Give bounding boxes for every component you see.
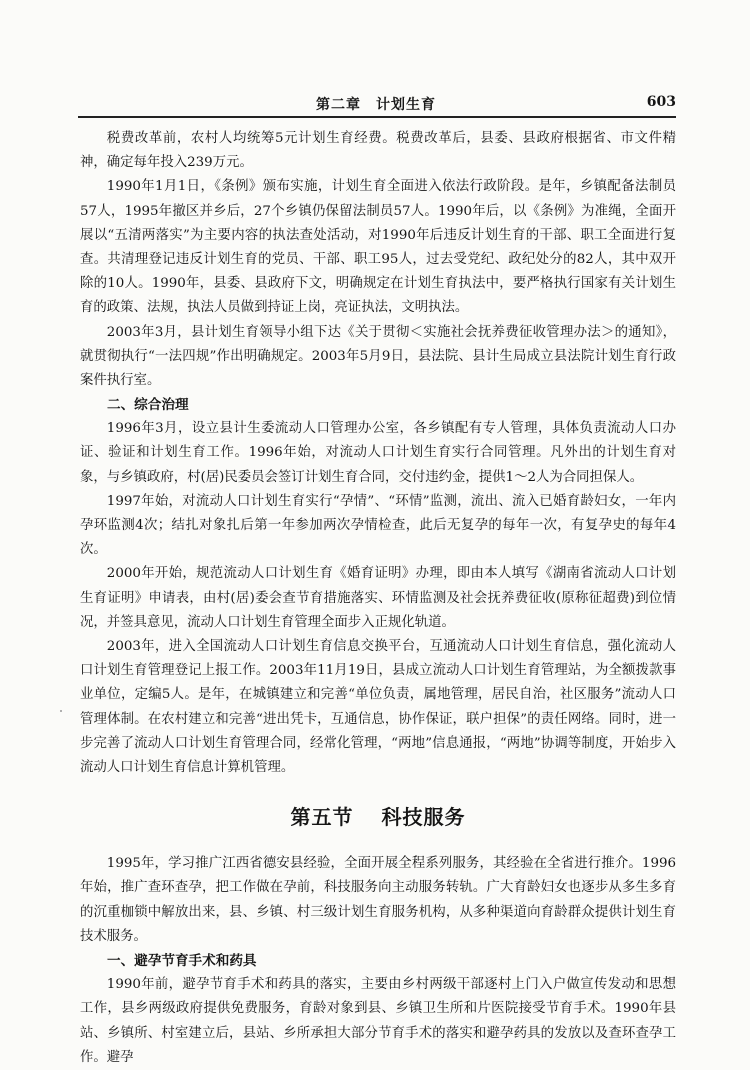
paragraph: 1997年始，对流动人口计划生育实行“孕情”、“环情”监测，流出、流入已婚育龄妇女，一年内孕环监测4次；结扎对象扎后第一年参加两次孕情检查，此后无复孕的每年一次，有复孕史的每年4次。 [80, 493, 676, 558]
paragraph: 1996年3月，设立县计生委流动人口管理办公室，各乡镇配有专人管理，具体负责流动人口办证、验证和计划生育工作。1996年始，对流动人口计划生育实行合同管理。凡外出的计划生育对象，与乡镇政府，村(居)民委员会签订计划生育合同，交付违约金，提供1～2人为合同担保人。 [80, 421, 676, 485]
chapter-title: 第二章 计划生育 [316, 97, 436, 113]
paragraph: 2003年，进入全国流动人口计划生育信息交换平台，互通流动人口计划生育信息，强化流动人口计划生育管理登记上报工作。2003年11月19日，县成立流动人口计划生育管理站，为全额拨款事业单位，定编5人。是年，在城镇建立和完善“单位负责，属地管理，居民自治，社区服务”流动人口管理体制。在农村建立和完善“进出凭卡，互通信息，协作保证，联户担保”的责任网络。同时，进一步完善了流动人口计划生育管理合同，经常化管理，“两地”信息通报，“两地”协调等制度，开始步入流动人口计划生育信息计算机管理。 [80, 639, 676, 776]
margin-dot [60, 710, 62, 712]
paragraph: 2000年开始，规范流动人口计划生育《婚育证明》办理，即由本人填写《湖南省流动人口计划生育证明》申请表，由村(居)委会查节育措施落实、环情监测及社会抚养费征收(原称征超费)到位情况，并签具意见，流动人口计划生育管理全面步入正规化轨道。 [80, 566, 676, 630]
section-title [80, 802, 676, 832]
paragraph: 1990年前，避孕节育手术和药具的落实，主要由乡村两级干部逐村上门入户做宣传发动和思想工作，县乡两级政府提供免费服务，育龄对象到县、乡镇卫生所和片医院接受节育手术。1990年县站、乡镇所、村室建立后，县站、乡所承担大部分节育手术的落实和避孕药具的发放以及查环查孕工作。避孕 [80, 977, 676, 1065]
paragraph: 1990年1月1日，《条例》颁布实施，计划生育全面进入依法行政阶段。是年，乡镇配备法制员57人，1995年撤区并乡后，27个乡镇仍保留法制员57人。1990年后，以《条例》为准绳，全面开展以“五清两落实”为主要内容的执法查处活动，对1990年后违反计划生育的干部、职工全面进行复查。共清理登记违反计划生育的党员、干部、职工95人，过去受党纪、政纪处分的82人，其中双开除的10人。1990年，县委、县政府下文，明确规定在计划生育执法中，要严格执行国家有关计划生育的政策、法规，执法人员做到持证上岗，亮证执法，文明执法。 [80, 179, 676, 316]
subheading-contraception: 一、避孕节育手术和药具 [107, 953, 257, 970]
paragraph: 2003年3月，县计划生育领导小组下达《关于贯彻＜实施社会抚养费征收管理办法＞的通知》，就贯彻执行“一法四规”作出明确规定。2003年5月9日，县法院、县计生局成立县法院计划生育行政案件执行室。 [80, 324, 676, 389]
paragraph: 1995年，学习推广江西省德安县经验，全面开展全程系列服务，其经验在全省进行推介。1996年始，推广查环查孕，把工作做在孕前，科技服务向主动服务转轨。广大育龄妇女也逐步从多生多育的沉重枷锁中解放出来，县、乡镇、村三级计划生育服务机构，从多种渠道向育龄群众提供计划生育技术服务。 [80, 856, 676, 944]
paragraph: 税费改革前，农村人均统筹5元计划生育经费。税费改革后，县委、县政府根据省、市文件精神，确定每年投入239万元。 [80, 131, 676, 171]
header-rule [78, 116, 676, 118]
section-name: 科技服务 [381, 805, 466, 830]
page-number: 603 [646, 94, 676, 110]
body-text [80, 127, 676, 1070]
running-header [78, 92, 676, 118]
section-number: 第五节 [290, 805, 354, 830]
subheading-comprehensive: 二、综合治理 [107, 397, 189, 414]
